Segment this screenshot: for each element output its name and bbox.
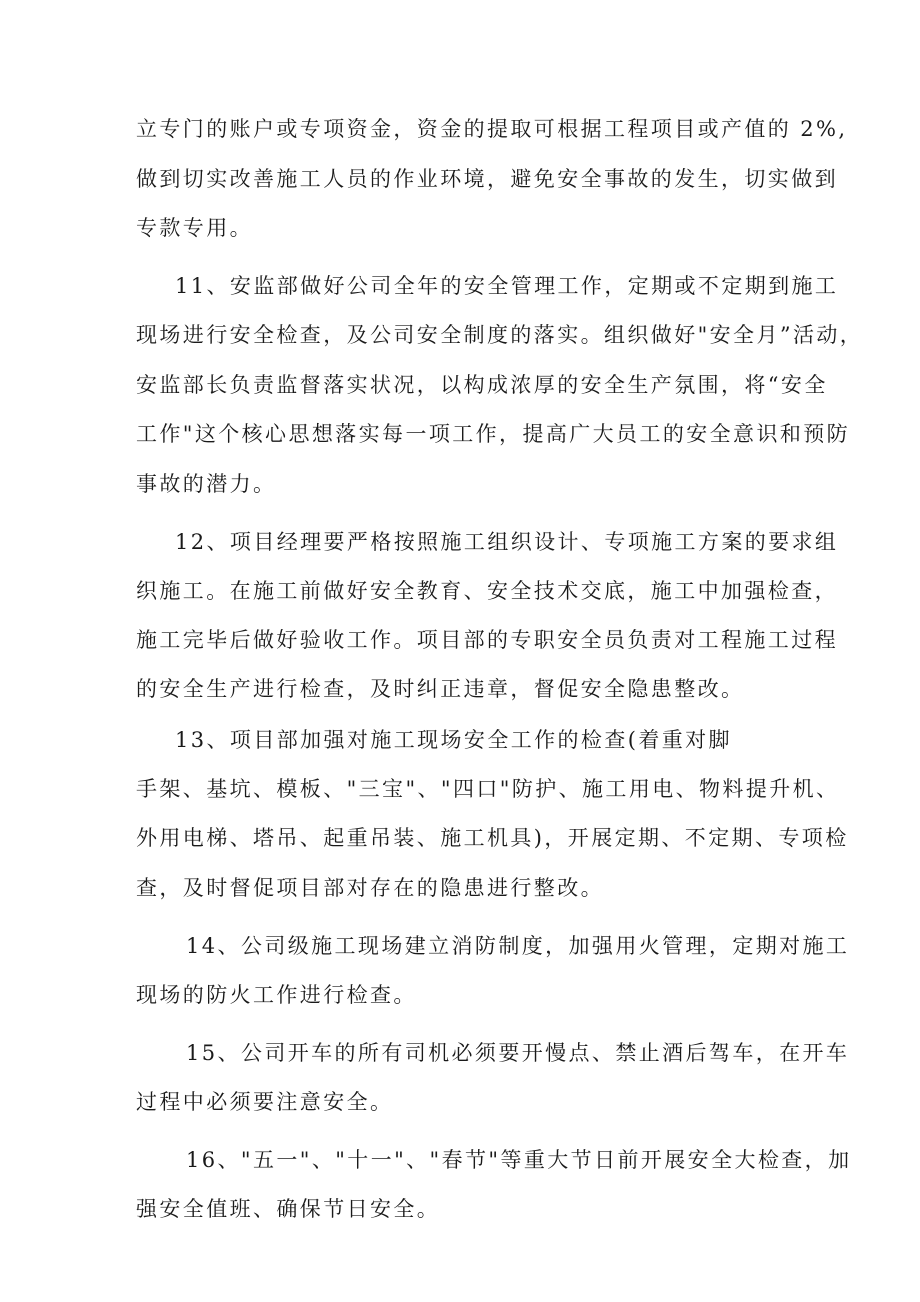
- text-line: 外用电梯、塔吊、起重吊装、施工机具)，开展定期、不定期、专项检: [136, 826, 849, 850]
- paragraph-11-first-line: 11、安监部做好公司全年的安全管理工作，定期或不定期到施工: [175, 274, 839, 298]
- paragraph-16-first-line: 16、"五一"、"十一"、"春节"等重大节日前开展安全大检查，加: [186, 1148, 852, 1172]
- text-line: 过程中必须要注意安全。: [136, 1090, 394, 1114]
- text-line: 现场的防火工作进行检查。: [136, 983, 417, 1007]
- text-line: 强安全值班、确保节日安全。: [136, 1197, 441, 1221]
- paragraph-13-first-line: 13、项目部加强对施工现场安全工作的检查(着重对脚: [175, 728, 732, 752]
- text-line: 的安全生产进行检查，及时纠正违章，督促安全隐患整改。: [136, 677, 745, 701]
- text-line: 施工完毕后做好验收工作。项目部的专职安全员负责对工程施工过程: [136, 628, 838, 652]
- text-line: 安监部长负责监督落实状况，以构成浓厚的安全生产氛围，将“安全: [136, 373, 828, 397]
- paragraph-14-first-line: 14、公司级施工现场建立消防制度，加强用火管理，定期对施工: [186, 934, 850, 958]
- text-line: 工作"这个核心思想落实每一项工作，提高广大员工的安全意识和预防: [136, 422, 851, 446]
- text-line: 手架、基坑、模板、"三宝"、"四口"防护、施工用电、物料提升机、: [136, 777, 840, 801]
- text-line: 立专门的账户或专项资金，资金的提取可根据工程项目或产值的 2%,: [136, 117, 848, 141]
- text-line: 专款专用。: [136, 216, 253, 240]
- text-line: 织施工。在施工前做好安全教育、安全技术交底，施工中加强检查，: [136, 579, 838, 603]
- paragraph-15-first-line: 15、公司开车的所有司机必须要开慢点、禁止酒后驾车，在开车: [186, 1041, 850, 1065]
- text-line: 做到切实改善施工人员的作业环境，避免安全事故的发生，切实做到: [136, 167, 838, 191]
- paragraph-12-first-line: 12、项目经理要严格按照施工组织设计、专项施工方案的要求组: [175, 530, 839, 554]
- text-line: 查，及时督促项目部对存在的隐患进行整改。: [136, 876, 604, 900]
- text-line: 事故的潜力。: [136, 472, 277, 496]
- text-line: 现场进行安全检查，及公司安全制度的落实。组织做好"安全月”活动，: [136, 323, 864, 347]
